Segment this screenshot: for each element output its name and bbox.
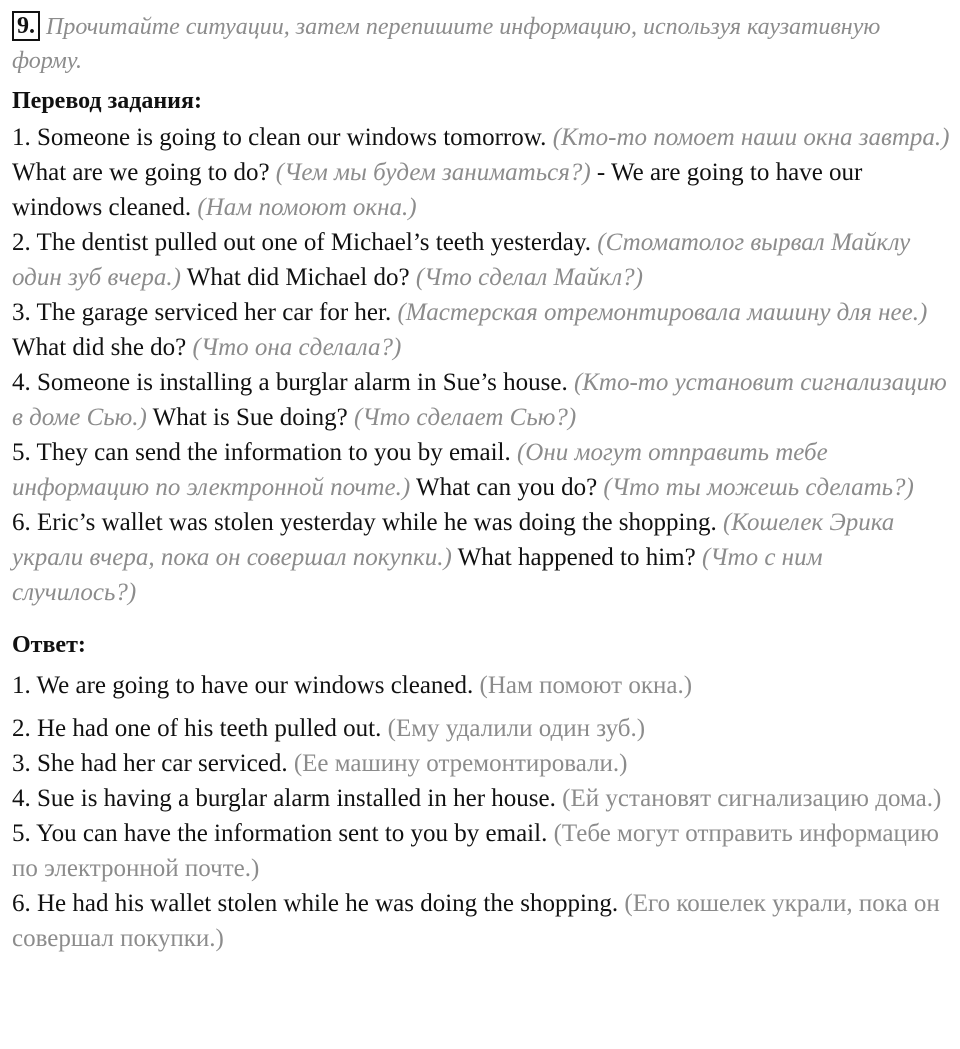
translation-item-6 [12,505,952,610]
question-text: What are we going to do? [12,159,270,186]
situation-text: 2. The dentist pulled out one of Michael’s teeth yesterday. [12,229,592,256]
answer-section [12,628,952,956]
translation-title: Перевод задания: [12,88,202,114]
answer-text: 5. You can have the information sent to you by email. [12,820,548,847]
question-text: What did she do? [12,334,187,361]
task-instruction: Прочитайте ситуации, затем перепишите информацию, используя каузативную форму. [12,14,881,74]
answer-text: 4. Sue is having a burglar alarm installed in her house. [12,785,556,812]
translation-item-3 [12,295,952,365]
answer-title: Ответ: [12,632,86,658]
situation-text: 4. Someone is installing a burglar alarm in Sue’s house. [12,369,568,396]
situation-text: 3. The garage serviced her car for her. [12,299,392,326]
answer-item-2 [12,711,952,746]
answer-item-6 [12,886,952,956]
situation-translation: (Кошелек Эрика украли вчера, пока он совершал покупки.) [12,509,895,571]
question-translation: (Что ты можешь сделать?) [603,474,914,501]
question-translation: (Что сделал Майкл?) [415,264,643,291]
translation-section [12,84,952,610]
translation-item-5 [12,435,952,505]
question-text: What happened to him? [457,544,696,571]
question-translation: (Чем мы будем заниматься?) [275,159,591,186]
question-text: What can you do? [415,474,598,501]
question-translation: (Что с ним случилось?) [12,544,823,606]
question-text: What is Sue doing? [152,404,348,431]
answer-text: 1. We are going to have our windows cleaned. [12,672,474,699]
answer-item-4 [12,781,952,816]
situation-translation: (Кто-то установит сигнализацию в доме Сью.) [12,369,947,431]
answer-text: 6. He had his wallet stolen while he was doing the shopping. [12,890,619,917]
task-number: 9. [12,11,40,41]
example-answer-text: - We are going to have our windows cleaned. [12,159,863,221]
answer-translation: (Ей установят сигнализацию дома.) [562,785,942,812]
answer-translation: (Ему удалили один зуб.) [387,715,646,742]
question-translation: (Что она сделала?) [192,334,402,361]
situation-text: 5. They can send the information to you by email. [12,439,511,466]
situation-translation: (Стоматолог вырвал Майклу один зуб вчера.) [12,229,911,291]
question-translation: (Что сделает Сью?) [354,404,577,431]
answer-translation: (Тебе могут отправить информацию по электронной почте.) [12,820,939,882]
exercise-page [12,10,952,956]
situation-text: 1. Someone is going to clean our windows tomorrow. [12,124,547,151]
situation-translation: (Мастерская отремонтировала машину для нее.) [397,299,928,326]
answer-text: 3. She had her car serviced. [12,750,288,777]
situation-translation: (Кто-то помоет наши окна завтра.) [552,124,950,151]
translation-item-2 [12,225,952,295]
answer-item-5 [12,816,952,886]
situation-translation: (Они могут отправить тебе информацию по электронной почте.) [12,439,828,501]
example-answer-translation: (Нам помоют окна.) [197,194,417,221]
answer-translation: (Ее машину отремонтировали.) [293,750,628,777]
task-header [12,10,952,78]
answer-text: 2. He had one of his teeth pulled out. [12,715,382,742]
answer-translation: (Нам помоют окна.) [479,672,693,699]
question-text: What did Michael do? [186,264,410,291]
translation-item-1 [12,120,952,225]
answer-item-3 [12,746,952,781]
answer-translation: (Его кошелек украли, пока он совершал покупки.) [12,890,940,952]
answer-item-1 [12,668,952,703]
translation-item-4 [12,365,952,435]
situation-text: 6. Eric’s wallet was stolen yesterday while he was doing the shopping. [12,509,717,536]
